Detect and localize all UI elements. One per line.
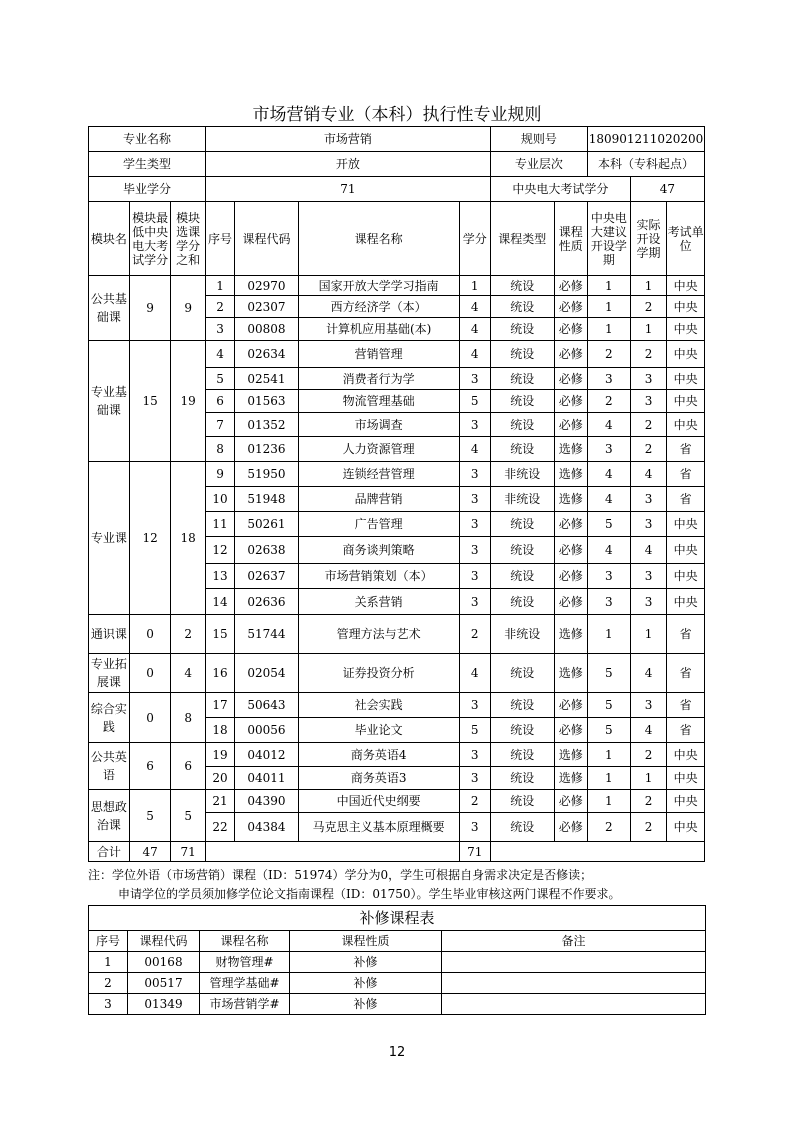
footnote-line-2: 申请学位的学员须加修学位论文指南课程（ID：01750）。学生毕业审核这两门课程不作要求。 [118, 887, 621, 901]
actual-term: 2 [630, 813, 667, 842]
supp-code: 00168 [128, 952, 200, 973]
module-credit-sum: 6 [171, 743, 205, 790]
course-seq: 20 [205, 767, 234, 790]
course-row [89, 693, 705, 718]
supp-nature: 补修 [290, 994, 442, 1015]
course-type: 统设 [490, 437, 554, 462]
course-type: 非统设 [490, 462, 554, 487]
course-seq: 3 [205, 318, 234, 341]
header-seq: 序号 [205, 202, 234, 276]
supplement-title: 补修课程表 [89, 906, 706, 931]
course-credit: 3 [459, 743, 490, 767]
course-name: 关系营销 [298, 589, 459, 615]
suggested-term: 1 [587, 276, 630, 296]
course-nature: 必修 [554, 413, 587, 437]
supplement-row [89, 973, 706, 994]
actual-term: 3 [630, 589, 667, 615]
course-type: 统设 [490, 718, 554, 743]
course-code: 00056 [235, 718, 299, 743]
header-course-name: 课程名称 [298, 202, 459, 276]
actual-term: 2 [630, 790, 667, 813]
actual-term: 3 [630, 693, 667, 718]
course-type: 统设 [490, 693, 554, 718]
course-seq: 7 [205, 413, 234, 437]
header-module-name: 模块名 [89, 202, 130, 276]
course-credit: 5 [459, 390, 490, 413]
actual-term: 1 [630, 276, 667, 296]
course-seq: 8 [205, 437, 234, 462]
exam-unit: 中央 [667, 296, 705, 318]
supp-header-seq: 序号 [89, 931, 128, 952]
module-name: 公共英语 [89, 743, 130, 790]
exam-unit: 中央 [667, 341, 705, 368]
course-name: 商务英语4 [298, 743, 459, 767]
course-code: 01352 [235, 413, 299, 437]
course-seq: 22 [205, 813, 234, 842]
supp-seq: 3 [89, 994, 128, 1015]
course-code: 00808 [235, 318, 299, 341]
exam-unit: 中央 [667, 790, 705, 813]
module-min-credit: 6 [129, 743, 171, 790]
course-credit: 1 [459, 276, 490, 296]
course-nature: 选修 [554, 615, 587, 654]
suggested-term: 2 [587, 341, 630, 368]
supplement-table [88, 905, 706, 1015]
supp-remark [442, 973, 706, 994]
course-name: 广告管理 [298, 512, 459, 537]
suggested-term: 4 [587, 462, 630, 487]
exam-unit: 中央 [667, 767, 705, 790]
header-exam-unit: 考试单位 [667, 202, 705, 276]
suggested-term: 4 [587, 413, 630, 437]
course-nature: 必修 [554, 813, 587, 842]
major-name-label: 专业名称 [89, 127, 206, 152]
course-nature: 选修 [554, 437, 587, 462]
supplement-row [89, 952, 706, 973]
footnote [88, 866, 621, 904]
course-credit: 3 [459, 589, 490, 615]
course-seq: 19 [205, 743, 234, 767]
exam-unit: 省 [667, 462, 705, 487]
course-type: 统设 [490, 654, 554, 693]
suggested-term: 5 [587, 693, 630, 718]
course-code: 02636 [235, 589, 299, 615]
course-seq: 9 [205, 462, 234, 487]
course-name: 国家开放大学学习指南 [298, 276, 459, 296]
course-code: 02638 [235, 537, 299, 564]
course-seq: 18 [205, 718, 234, 743]
course-seq: 1 [205, 276, 234, 296]
course-seq: 14 [205, 589, 234, 615]
course-credit: 4 [459, 654, 490, 693]
course-type: 非统设 [490, 487, 554, 512]
exam-unit: 省 [667, 693, 705, 718]
exam-unit: 省 [667, 487, 705, 512]
course-nature: 必修 [554, 589, 587, 615]
course-name: 管理方法与艺术 [298, 615, 459, 654]
supp-name: 财物管理# [200, 952, 290, 973]
suggested-term: 1 [587, 615, 630, 654]
course-nature: 选修 [554, 767, 587, 790]
course-name: 市场调查 [298, 413, 459, 437]
course-name: 商务英语3 [298, 767, 459, 790]
course-name: 人力资源管理 [298, 437, 459, 462]
course-code: 51950 [235, 462, 299, 487]
actual-term: 4 [630, 537, 667, 564]
course-name: 中国近代史纲要 [298, 790, 459, 813]
course-nature: 必修 [554, 296, 587, 318]
course-credit: 3 [459, 813, 490, 842]
suggested-term: 3 [587, 564, 630, 589]
course-nature: 选修 [554, 654, 587, 693]
page-number: 12 [388, 1045, 406, 1060]
suggested-term: 2 [587, 813, 630, 842]
actual-term: 2 [630, 743, 667, 767]
course-name: 连锁经营管理 [298, 462, 459, 487]
course-seq: 13 [205, 564, 234, 589]
course-type: 统设 [490, 589, 554, 615]
exam-unit: 中央 [667, 813, 705, 842]
exam-unit: 省 [667, 654, 705, 693]
course-type: 统设 [490, 390, 554, 413]
course-nature: 选修 [554, 462, 587, 487]
actual-term: 3 [630, 368, 667, 390]
course-name: 马克思主义基本原理概要 [298, 813, 459, 842]
central-credit-label: 中央电大考试学分 [490, 177, 630, 202]
page-title: 市场营销专业（本科）执行性专业规则 [252, 105, 542, 125]
actual-term: 4 [630, 462, 667, 487]
course-nature: 必修 [554, 341, 587, 368]
actual-term: 3 [630, 512, 667, 537]
module-credit-sum: 2 [171, 615, 205, 654]
suggested-term: 4 [587, 537, 630, 564]
suggested-term: 2 [587, 390, 630, 413]
course-code: 02634 [235, 341, 299, 368]
course-type: 统设 [490, 296, 554, 318]
course-type: 统设 [490, 813, 554, 842]
course-name: 西方经济学（本） [298, 296, 459, 318]
course-nature: 必修 [554, 693, 587, 718]
supp-header-code: 课程代码 [128, 931, 200, 952]
course-seq: 12 [205, 537, 234, 564]
course-row [89, 790, 705, 813]
course-name: 毕业论文 [298, 718, 459, 743]
course-code: 50643 [235, 693, 299, 718]
exam-unit: 中央 [667, 512, 705, 537]
student-type-value: 开放 [205, 152, 490, 177]
total-blank [205, 842, 459, 862]
exam-unit: 省 [667, 718, 705, 743]
course-credit: 4 [459, 437, 490, 462]
header-min-central-credit: 模块最低中央电大考试学分 [129, 202, 171, 276]
header-course-code: 课程代码 [235, 202, 299, 276]
supplement-row [89, 994, 706, 1015]
major-name-value: 市场营销 [205, 127, 490, 152]
actual-term: 3 [630, 487, 667, 512]
course-credit: 3 [459, 462, 490, 487]
course-seq: 16 [205, 654, 234, 693]
supp-name: 管理学基础# [200, 973, 290, 994]
supp-header-remark: 备注 [442, 931, 706, 952]
course-seq: 21 [205, 790, 234, 813]
course-credit: 4 [459, 296, 490, 318]
course-type: 统设 [490, 743, 554, 767]
module-name: 专业拓展课 [89, 654, 130, 693]
course-seq: 10 [205, 487, 234, 512]
course-name: 品牌营销 [298, 487, 459, 512]
course-type: 统设 [490, 564, 554, 589]
course-row [89, 341, 705, 368]
supp-remark [442, 952, 706, 973]
exam-unit: 中央 [667, 390, 705, 413]
module-min-credit: 0 [129, 693, 171, 743]
course-code: 01236 [235, 437, 299, 462]
suggested-term: 1 [587, 743, 630, 767]
actual-term: 4 [630, 654, 667, 693]
course-type: 统设 [490, 341, 554, 368]
total-credit: 71 [459, 842, 490, 862]
course-type: 统设 [490, 790, 554, 813]
course-name: 消费者行为学 [298, 368, 459, 390]
course-code: 04012 [235, 743, 299, 767]
total-label: 合计 [89, 842, 130, 862]
module-name: 通识课 [89, 615, 130, 654]
supp-remark [442, 994, 706, 1015]
grad-credit-value: 71 [205, 177, 490, 202]
total-blank [490, 842, 704, 862]
course-code: 02970 [235, 276, 299, 296]
module-min-credit: 0 [129, 615, 171, 654]
course-credit: 2 [459, 615, 490, 654]
suggested-term: 5 [587, 654, 630, 693]
footnote-line-1: 注：学位外语（市场营销）课程（ID：51974）学分为0，学生可根据自身需求决定是否修读； [88, 868, 593, 882]
course-nature: 必修 [554, 512, 587, 537]
exam-unit: 中央 [667, 589, 705, 615]
module-credit-sum: 9 [171, 276, 205, 341]
course-credit: 3 [459, 487, 490, 512]
total-credit-sum: 71 [171, 842, 205, 862]
supp-header-nature: 课程性质 [290, 931, 442, 952]
course-code: 50261 [235, 512, 299, 537]
supp-seq: 2 [89, 973, 128, 994]
course-credit: 3 [459, 537, 490, 564]
suggested-term: 1 [587, 296, 630, 318]
module-min-credit: 0 [129, 654, 171, 693]
course-name: 计算机应用基础(本) [298, 318, 459, 341]
course-seq: 2 [205, 296, 234, 318]
rules-table [88, 126, 705, 862]
module-credit-sum: 18 [171, 462, 205, 615]
exam-unit: 中央 [667, 413, 705, 437]
total-row [89, 842, 705, 862]
course-code: 02637 [235, 564, 299, 589]
module-min-credit: 12 [129, 462, 171, 615]
exam-unit: 中央 [667, 276, 705, 296]
course-code: 51948 [235, 487, 299, 512]
exam-unit: 中央 [667, 743, 705, 767]
course-nature: 必修 [554, 718, 587, 743]
course-nature: 选修 [554, 487, 587, 512]
course-row [89, 615, 705, 654]
course-type: 统设 [490, 318, 554, 341]
course-type: 非统设 [490, 615, 554, 654]
course-nature: 必修 [554, 276, 587, 296]
course-name: 营销管理 [298, 341, 459, 368]
actual-term: 2 [630, 296, 667, 318]
course-code: 02541 [235, 368, 299, 390]
central-credit-value: 47 [630, 177, 704, 202]
course-credit: 3 [459, 512, 490, 537]
level-value: 本科（专科起点） [587, 152, 704, 177]
suggested-term: 1 [587, 767, 630, 790]
course-nature: 必修 [554, 564, 587, 589]
module-min-credit: 5 [129, 790, 171, 842]
exam-unit: 省 [667, 615, 705, 654]
supp-header-name: 课程名称 [200, 931, 290, 952]
suggested-term: 5 [587, 718, 630, 743]
student-type-label: 学生类型 [89, 152, 206, 177]
module-name: 公共基础课 [89, 276, 130, 341]
module-credit-sum: 8 [171, 693, 205, 743]
header-actual-term: 实际开设学期 [630, 202, 667, 276]
course-type: 统设 [490, 537, 554, 564]
supp-nature: 补修 [290, 973, 442, 994]
course-code: 51744 [235, 615, 299, 654]
course-type: 统设 [490, 276, 554, 296]
course-seq: 11 [205, 512, 234, 537]
course-row [89, 462, 705, 487]
supp-seq: 1 [89, 952, 128, 973]
actual-term: 1 [630, 318, 667, 341]
course-credit: 3 [459, 564, 490, 589]
suggested-term: 3 [587, 589, 630, 615]
course-nature: 选修 [554, 743, 587, 767]
course-credit: 3 [459, 368, 490, 390]
course-credit: 4 [459, 341, 490, 368]
rule-no-label: 规则号 [490, 127, 587, 152]
module-name: 专业基础课 [89, 341, 130, 462]
course-nature: 必修 [554, 318, 587, 341]
exam-unit: 中央 [667, 537, 705, 564]
header-selected-credit-sum: 模块选课学分之和 [171, 202, 205, 276]
course-credit: 2 [459, 790, 490, 813]
header-credit: 学分 [459, 202, 490, 276]
course-nature: 必修 [554, 390, 587, 413]
course-nature: 必修 [554, 790, 587, 813]
supp-nature: 补修 [290, 952, 442, 973]
actual-term: 3 [630, 390, 667, 413]
exam-unit: 中央 [667, 318, 705, 341]
total-min-credit: 47 [129, 842, 171, 862]
course-code: 04384 [235, 813, 299, 842]
module-min-credit: 9 [129, 276, 171, 341]
course-seq: 6 [205, 390, 234, 413]
course-seq: 4 [205, 341, 234, 368]
module-name: 专业课 [89, 462, 130, 615]
grad-credit-label: 毕业学分 [89, 177, 206, 202]
actual-term: 2 [630, 437, 667, 462]
suggested-term: 5 [587, 512, 630, 537]
suggested-term: 3 [587, 368, 630, 390]
course-code: 02307 [235, 296, 299, 318]
actual-term: 1 [630, 615, 667, 654]
course-code: 02054 [235, 654, 299, 693]
course-name: 市场营销策划（本） [298, 564, 459, 589]
course-credit: 3 [459, 767, 490, 790]
course-type: 统设 [490, 512, 554, 537]
exam-unit: 中央 [667, 368, 705, 390]
course-code: 04011 [235, 767, 299, 790]
course-credit: 3 [459, 693, 490, 718]
course-code: 04390 [235, 790, 299, 813]
suggested-term: 1 [587, 318, 630, 341]
level-label: 专业层次 [490, 152, 587, 177]
header-course-nature: 课程性质 [554, 202, 587, 276]
module-name: 思想政治课 [89, 790, 130, 842]
course-code: 01563 [235, 390, 299, 413]
course-type: 统设 [490, 767, 554, 790]
course-row [89, 743, 705, 767]
suggested-term: 1 [587, 790, 630, 813]
course-row [89, 276, 705, 296]
course-nature: 必修 [554, 368, 587, 390]
suggested-term: 4 [587, 487, 630, 512]
exam-unit: 省 [667, 437, 705, 462]
exam-unit: 中央 [667, 564, 705, 589]
supp-code: 01349 [128, 994, 200, 1015]
module-credit-sum: 4 [171, 654, 205, 693]
course-row [89, 654, 705, 693]
course-type: 统设 [490, 413, 554, 437]
rule-no-value: 180901211020200 [587, 127, 704, 152]
course-name: 商务谈判策略 [298, 537, 459, 564]
course-seq: 5 [205, 368, 234, 390]
course-seq: 17 [205, 693, 234, 718]
course-credit: 5 [459, 718, 490, 743]
header-suggested-term: 中央电大建议开设学期 [587, 202, 630, 276]
supp-name: 市场营销学# [200, 994, 290, 1015]
module-credit-sum: 5 [171, 790, 205, 842]
module-name: 综合实践 [89, 693, 130, 743]
course-name: 物流管理基础 [298, 390, 459, 413]
actual-term: 4 [630, 718, 667, 743]
actual-term: 2 [630, 413, 667, 437]
course-type: 统设 [490, 368, 554, 390]
header-course-type: 课程类型 [490, 202, 554, 276]
supp-code: 00517 [128, 973, 200, 994]
course-nature: 必修 [554, 537, 587, 564]
course-seq: 15 [205, 615, 234, 654]
module-credit-sum: 19 [171, 341, 205, 462]
actual-term: 3 [630, 564, 667, 589]
actual-term: 2 [630, 341, 667, 368]
actual-term: 1 [630, 767, 667, 790]
course-name: 社会实践 [298, 693, 459, 718]
course-credit: 4 [459, 318, 490, 341]
module-min-credit: 15 [129, 341, 171, 462]
suggested-term: 3 [587, 437, 630, 462]
course-name: 证券投资分析 [298, 654, 459, 693]
course-credit: 3 [459, 413, 490, 437]
